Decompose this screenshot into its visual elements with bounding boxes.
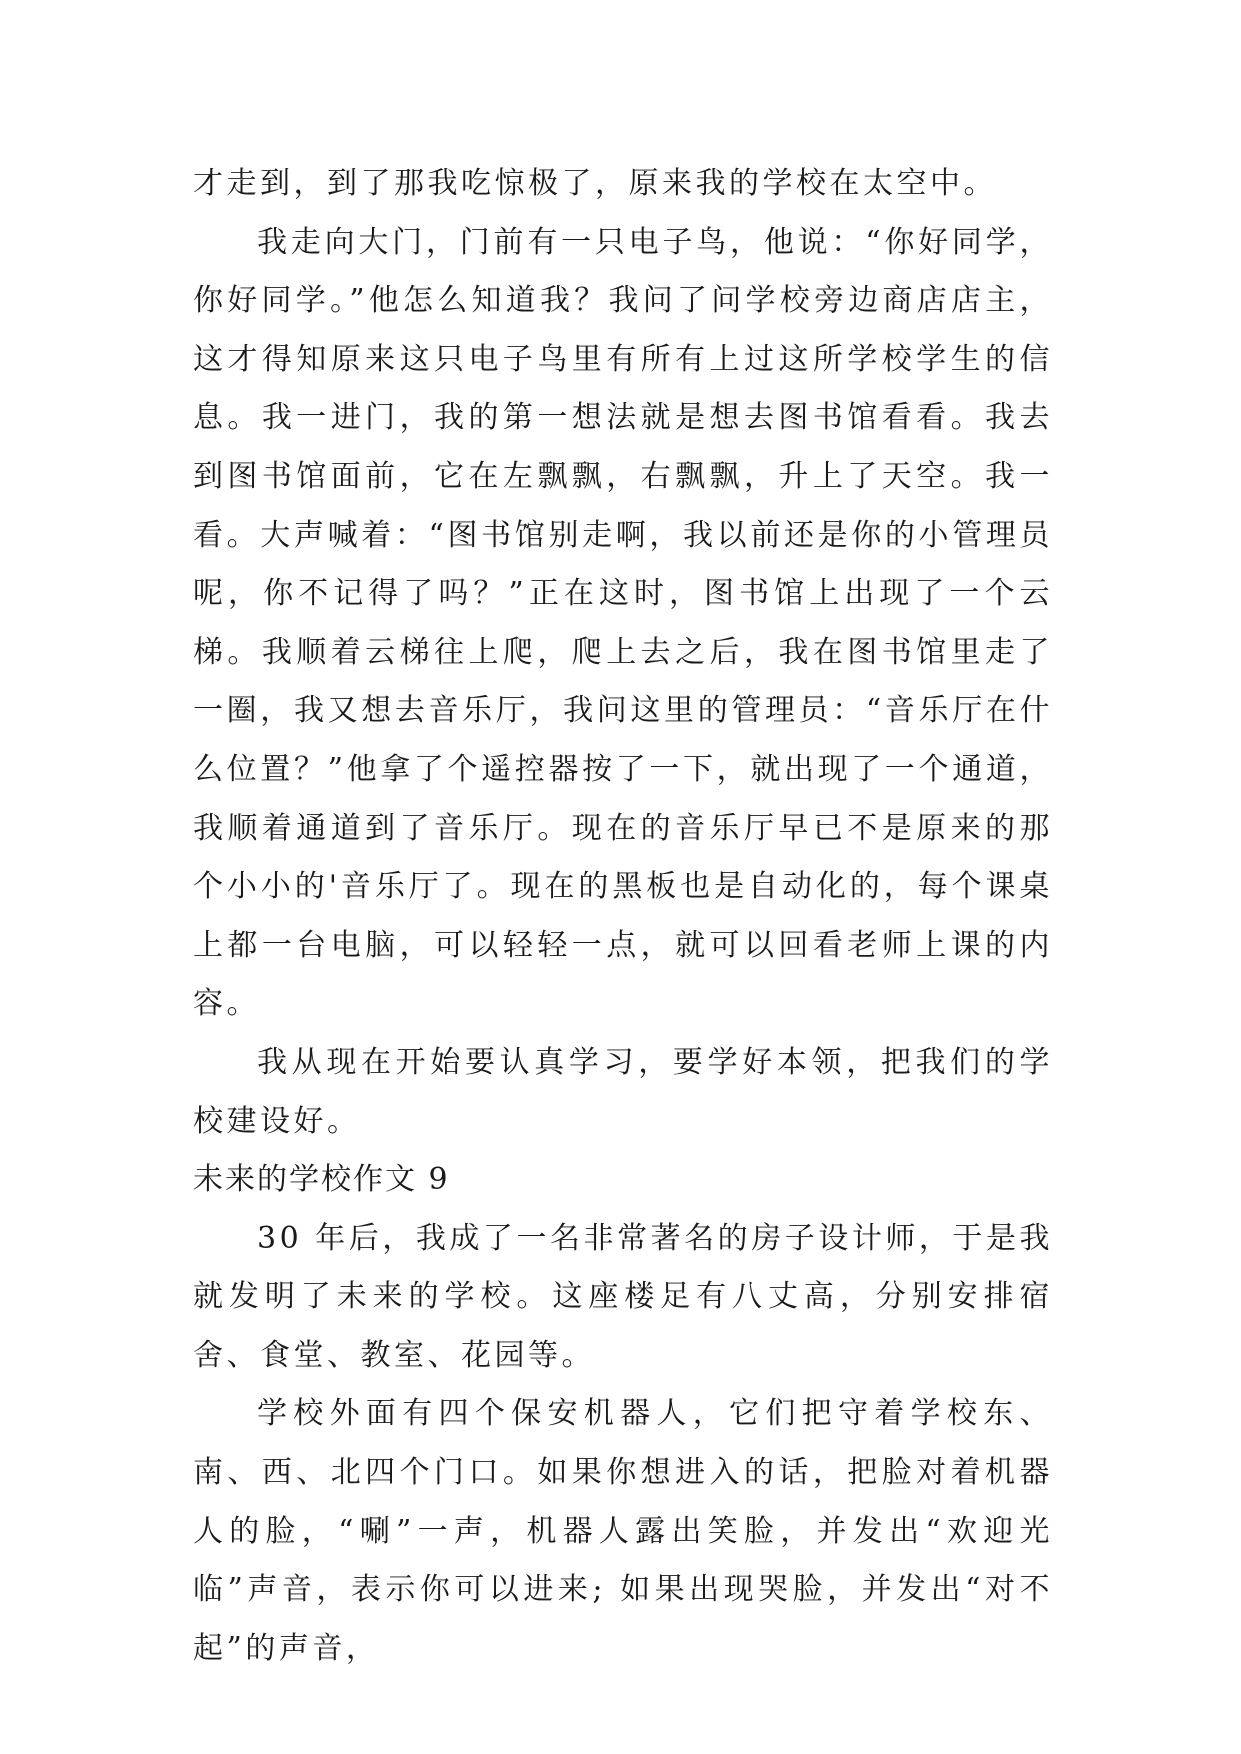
section-heading: 未来的学校作文 9 (193, 1162, 450, 1198)
paragraph-1: 才走到，到了那我吃惊极了，原来我的学校在太空中。 (193, 166, 997, 201)
paragraph-5: 学校外面有四个保安机器人，它们把守着学校东、南、西、北四个门口。如果你想进入的话，把脸对着机器人的脸，“唰”一声，机器人露出笑脸，并发出“欢迎光临”声音，表示你可以进来; 如果出现哭脸，并发出“对不起”的声音， (193, 1396, 1053, 1666)
paragraph-4: 30 年后，我成了一名非常著名的房子设计师，于是我就发明了未来的学校。这座楼足有八丈高，分别安排宿舍、食堂、教室、花园等。 (193, 1220, 1053, 1373)
paragraph-2: 我走向大门，门前有一只电子鸟，他说：“你好同学，你好同学。”他怎么知道我？我问了问学校旁边商店店主，这才得知原来这只电子鸟里有所有上过这所学校学生的信息。我一进门，我的第一想法就是想去图书馆看看。我去到图书馆面前，它在左飘飘，右飘飘，升上了天空。我一看。大声喊着：“图书馆别走啊，我以前还是你的小管理员呢，你不记得了吗？”正在这时，图书馆上出现了一个云梯。我顺着云梯往上爬，爬上去之后，我在图书馆里走了一圈，我又想去音乐厅，我问这里的管理员：“音乐厅在什么位置？”他拿了个遥控器按了一下，就出现了一个通道，我顺着通道到了音乐厅。现在的音乐厅早已不是原来的那个小小的'音乐厅了。现在的黑板也是自动化的，每个课桌上都一台电脑，可以轻轻一点，就可以回看老师上课的内容。 (193, 224, 1053, 1022)
paragraph-3: 我从现在开始要认真学习，要学好本领，把我们的学校建设好。 (193, 1044, 1053, 1139)
document-body (193, 155, 1053, 1678)
